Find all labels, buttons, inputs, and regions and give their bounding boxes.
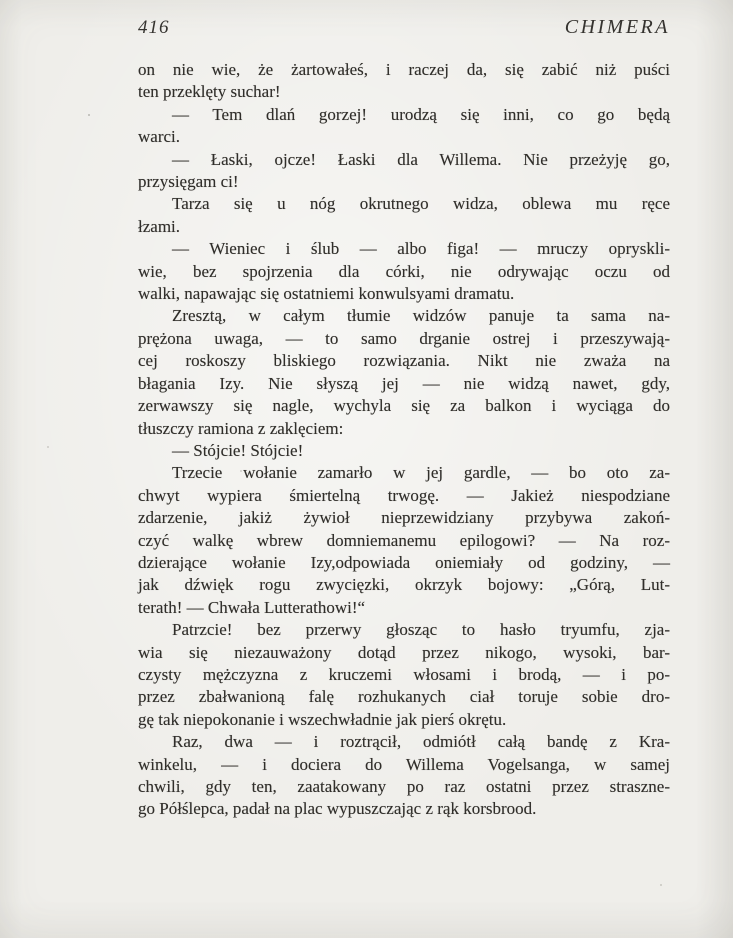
text-line: — Stójcie! Stójcie! — [172, 440, 304, 460]
text-line: przysięgam ci! — [138, 172, 239, 192]
text-line: przez zbałwanioną falę rozhukanych ciał toruje sobie dro- — [138, 687, 670, 707]
scan-speck — [47, 446, 49, 448]
scan-speck — [88, 114, 90, 116]
text-line: winkelu, — i dociera do Willema Vogelsanga, w samej — [138, 754, 670, 774]
text-line: błagania Izy. Nie słyszą jej — nie widzą nawet, gdy, — [138, 373, 670, 393]
text-line: czysty mężczyzna z kruczemi włosami i brodą, — i po- — [138, 664, 670, 684]
text-line: gę tak niepokonanie i wszechwładnie jak pierś okrętu. — [138, 709, 507, 729]
text-line: zerwawszy się nagle, wychyla się za balkon i wyciąga do — [138, 396, 670, 416]
text-line: walki, napawając się ostatniemi konwulsyami dramatu. — [138, 284, 515, 304]
text-line: ten przeklęty suchar! — [138, 82, 281, 102]
text-line: Zresztą, w całym tłumie widzów panuje ta sama na- — [172, 306, 670, 326]
text-line: Tarza się u nóg okrutnego widza, oblewa mu ręce — [172, 194, 670, 214]
text-line: go Półślepca, padał na plac wypuszczając z rąk korsbrood. — [138, 799, 537, 819]
text-line: cej roskoszy bliskiego rozwiązania. Nikt nie zważa na — [138, 351, 670, 371]
text-line: zdarzenie, jakiż żywioł nieprzewidziany przybywa zakoń- — [138, 508, 670, 528]
text-line: chwili, gdy ten, zaatakowany po raz ostatni przez straszne- — [138, 777, 670, 796]
page-header — [138, 16, 670, 39]
scan-speck — [660, 884, 662, 886]
text-line: warci. — [138, 127, 181, 147]
page-number: 416 — [138, 17, 170, 38]
text-line: dzierające wołanie Izy,odpowiada oniemiały od godziny, — — [138, 552, 670, 572]
journal-title: CHIMERA — [564, 16, 670, 38]
text-line: Trzecie wołanie zamarło w jej gardle, — bo oto za- — [172, 463, 670, 483]
text-line: tłuszczy ramiona z zaklęciem: — [138, 418, 344, 438]
text-line: Raz, dwa — i roztrącił, odmiótł całą bandę z Kra- — [172, 732, 670, 752]
text-line: łzami. — [138, 216, 181, 236]
text-line: terath! — Chwała Lutterathowi!“ — [138, 597, 366, 617]
text-line: Patrzcie! bez przerwy głosząc to hasło tryumfu, zja- — [172, 620, 670, 640]
text-line: — Łaski, ojcze! Łaski dla Willema. Nie przeżyję go, — [172, 149, 670, 169]
text-line: — Tem dlań gorzej! urodzą się inni, co go będą — [172, 104, 670, 124]
text-line: wie, bez spojrzenia dla córki, nie odrywając oczu od — [138, 261, 670, 281]
text-line: on nie wie, że żartowałeś, i raczej da, się zabić niż puści — [138, 60, 670, 79]
text-line: chwyt wypiera śmiertelną trwogę. — Jakież niespodziane — [138, 485, 670, 505]
page-body — [138, 59, 670, 821]
text-line: wia się niezauważony dotąd przez nikogo, wysoki, bar- — [138, 642, 670, 662]
text-line: czyć walkę wbrew domniemanemu epilogowi? — Na roz- — [138, 530, 670, 550]
text-line: prężona uwaga, — to samo drganie ostrej i przeszywają- — [138, 328, 670, 348]
text-line: jak dźwięk rogu zwycięzki, okrzyk bojowy: „Górą, Lut- — [138, 575, 670, 595]
text-line: — Wieniec i ślub — albo figa! — mruczy opryskli- — [172, 239, 670, 259]
